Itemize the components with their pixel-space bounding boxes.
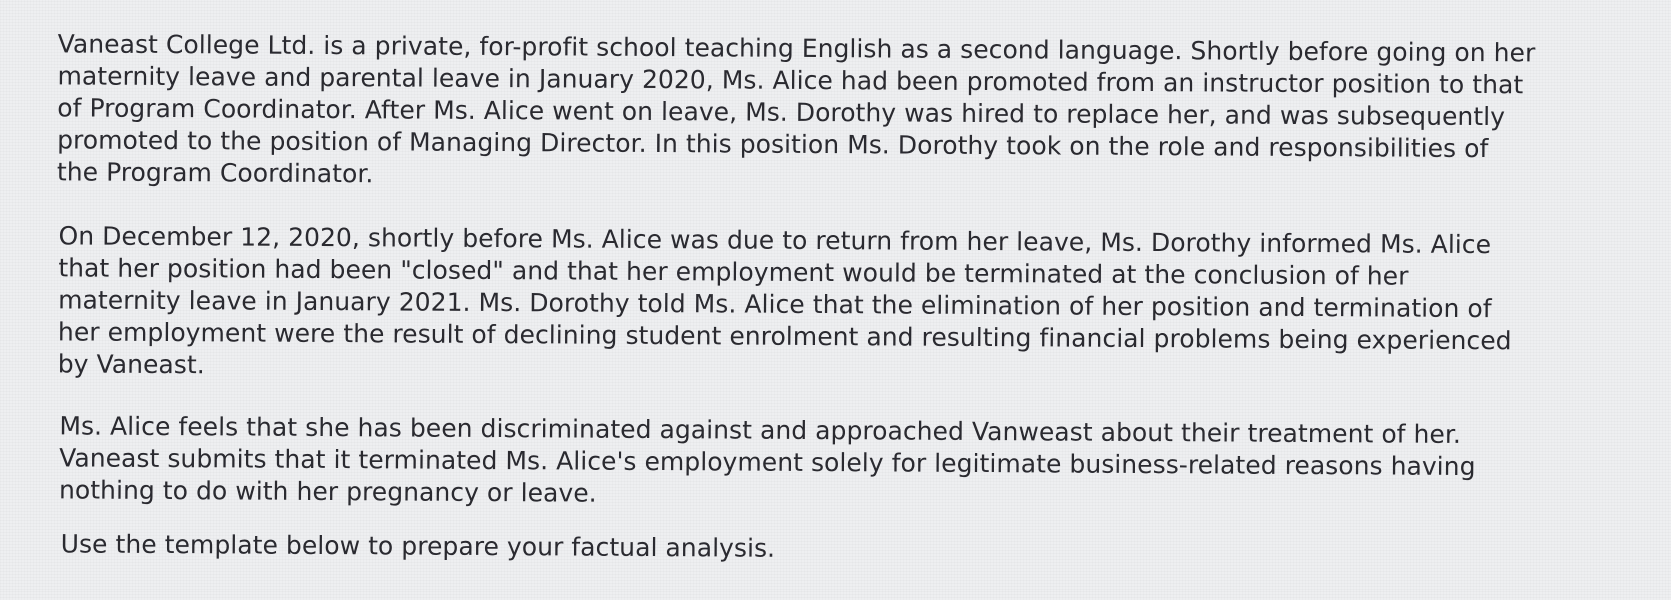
text-line: Vaneast College Ltd. is a private, for-profit school teaching English as a second language. Shortly before going on her [57, 29, 1536, 68]
text-line: her employment were the result of declining student enrolment and resulting financial problems being experienced [57, 317, 1512, 356]
text-line: by Vaneast. [57, 349, 205, 380]
text-line: the Program Coordinator. [56, 157, 374, 189]
text-line: maternity leave and parental leave in January 2020, Ms. Alice had been promoted from an instructor position to that [57, 61, 1524, 100]
text-line: nothing to do with her pregnancy or leave. [58, 475, 597, 508]
text-line: of Program Coordinator. After Ms. Alice went on leave, Ms. Dorothy was hired to replace her, and was subsequently [57, 93, 1506, 132]
text-line: maternity leave in January 2021. Ms. Dorothy told Ms. Alice that the elimination of her position and termination of [58, 285, 1492, 324]
text-line: Ms. Alice feels that she has been discriminated against and approached Vanweast about their treatment of her. [59, 411, 1462, 449]
text-line: promoted to the position of Managing Director. In this position Ms. Dorothy took on the role and responsibilities of [57, 125, 1489, 164]
text-line: Use the template below to prepare your factual analysis. [60, 529, 776, 563]
text-line: Vaneast submits that it terminated Ms. Alice's employment solely for legitimate business-related reasons having [59, 443, 1476, 482]
paragraph-termination [58, 220, 1513, 389]
text-line: On December 12, 2020, shortly before Ms. Alice was due to return from her leave, Ms. Dorothy informed Ms. Alice [58, 221, 1492, 260]
paragraph-background [57, 28, 1536, 197]
text-line: that her position had been "closed" and that her employment would be terminated at the conclusion of her [58, 253, 1409, 291]
paragraph-instruction [61, 528, 776, 564]
paragraph-discrimination-claim [59, 410, 1476, 515]
